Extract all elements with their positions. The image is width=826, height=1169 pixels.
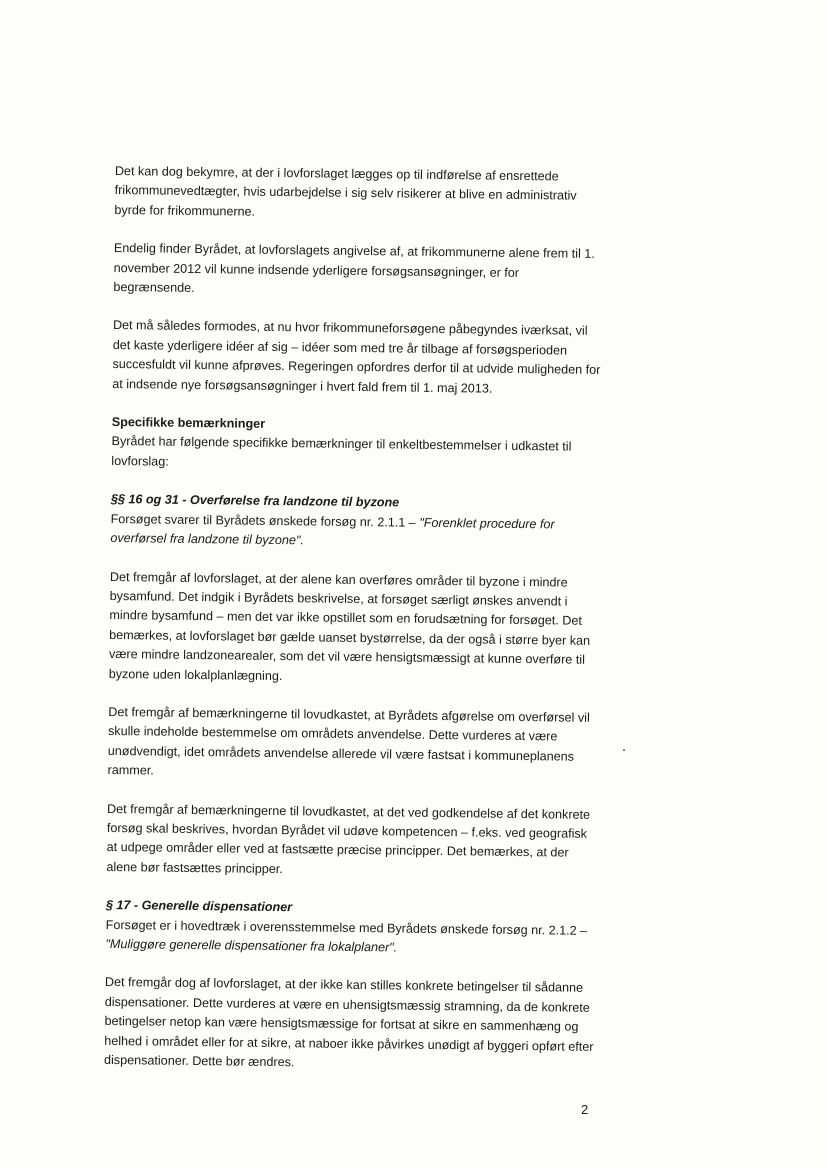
section-16-31-heading: §§ 16 og 31 - Overførelse fra landzone til byzone	[110, 492, 400, 510]
section-17-intro: Forsøget er i hovedtræk i overensstemmelse med Byrådets ønskede forsøg nr. 2.1.2 – "Muliggøre generelle dispensationer fra lokalplaner".	[105, 917, 588, 955]
paragraph-bekymring: Det kan dog bekymre, at der i lovforslaget lægges op til indførelse af ensrettede frikommunevedtægter, hvis udarbejdelse i sig selv risikerer at blive en administrativ byrde for frikommunerne.	[114, 163, 577, 219]
page-number: 2	[581, 1102, 589, 1117]
section-16-31-paragraph-1: Det fremgår af lovforslaget, at der alene kan overføres områder til byzone i mindre bysamfund. Det indgik i Byrådets beskrivelse, at forsøget særligt ønskes anvendt i mindre bysamfund – men det var ikke opstillet som en forudsætning for forsøget. Det bemærkes, at lovforslaget bør gælde uanset bystørrelse, da der også i større byer kan være mindre landzonearealer, som det vil være hensigtsmæssigt at kunne overføre til byzone uden lokalplanlægning.	[108, 569, 591, 683]
section-17-heading: § 17 - Generelle dispensationer	[105, 898, 293, 915]
specific-remarks-heading: Specifikke bemærkninger	[111, 415, 266, 431]
paragraph-opfordring: Det må således formodes, at nu hvor frikommuneforsøgene påbegyndes iværksat, vil det kaste yderligere idéer af sig – idéer som med tre år tilbage af forsøgsperioden succesfuldt vil kunne afprøves. Regeringen opfordres derfor til at udvide muligheden for at indsende nye forsøgsansøgninger i hvert fald frem til 1. maj 2013.	[112, 318, 601, 396]
paragraph-frist: Endelig finder Byrådet, at lovforslagets angivelse af, at frikommunerne alene frem til 1. november 2012 vil kunne indsende yderligere forsøgsansøgninger, er for begrænsende.	[113, 241, 595, 296]
section-17-paragraph-1: Det fremgår dog af lovforslaget, at der ikke kan stilles konkrete betingelser til sådanne dispensationer. Dette vurderes at være en uhensigtsmæssig stramning, da de konkrete betingelser netop kan være hensigtsmæssige for fortsat at sikre en sammenhæng og helhed i området eller for at sikre, at naboer ikke påvirkes unødigt af byggeri opført efter dispensationer. Dette bør ændres.	[103, 975, 594, 1070]
section-16-31-paragraph-3: Det fremgår af bemærkningerne til lovudkastet, at det ved godkendelse af det konkrete forsøg skal beskrives, hvordan Byrådet vil udøve kompetencen – f.eks. ved geografisk at udpege områder eller ved at fastsætte præcise principper. Det bemærkes, at der alene bør fastsættes principper.	[106, 801, 591, 876]
section-16-31-intro: Forsøget svarer til Byrådets ønskede forsøg nr. 2.1.1 – "Forenklet procedure for overførsel fra landzone til byzone".	[110, 511, 555, 548]
document-body	[104, 162, 605, 1095]
specific-remarks-intro: Byrådet har følgende specifikke bemærkninger til enkeltbestemmelser i udkastet til lovforslag:	[111, 434, 572, 469]
scan-speck	[623, 749, 625, 751]
section-16-31-paragraph-2: Det fremgår af bemærkningerne til lovudkastet, at Byrådets afgørelse om overførsel vil skulle indeholde bestemmelse om områdets anvendelse. Dette vurderes at være unødvendigt, idet områdets anvendelse allerede vil være fastsat i kommuneplanens rammer.	[107, 704, 590, 778]
